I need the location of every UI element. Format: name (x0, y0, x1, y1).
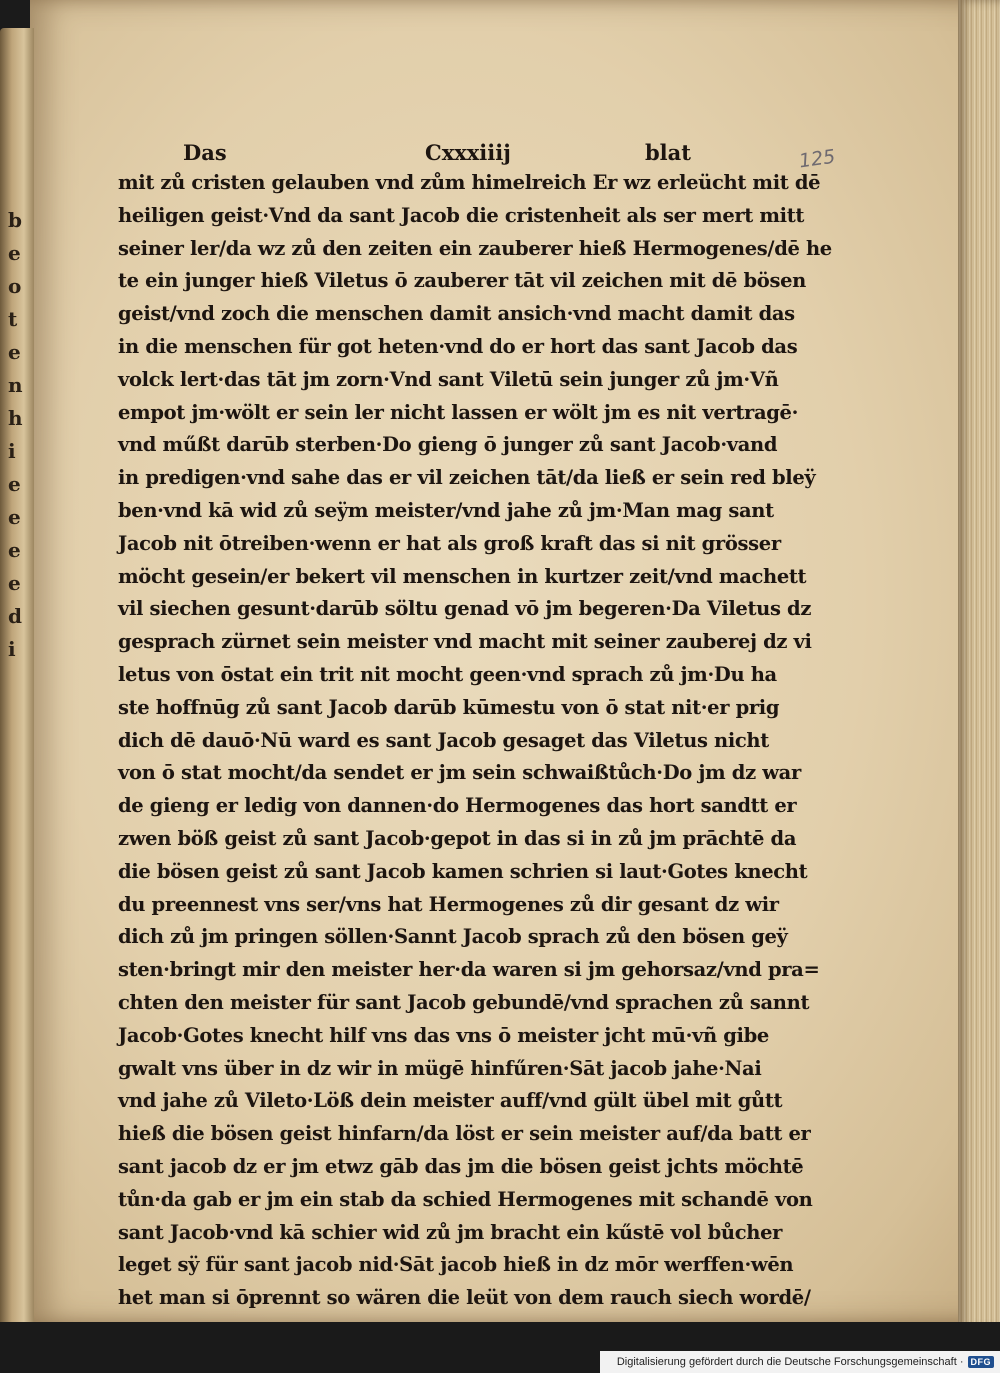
left-page-fragment: e (8, 538, 21, 562)
left-page-fragment: e (8, 340, 21, 364)
left-page-fragment: b (8, 208, 22, 232)
text-line: vnd műßt darūb sterben·Do gieng ō junger zů sant Jacob·vand (118, 433, 778, 457)
text-line: te ein junger hieß Viletus ō zauberer tāt vil zeichen mit dē bösen (118, 269, 806, 293)
text-line: mit zů cristen gelauben vnd zům himelreich Er wz erleücht mit dē (118, 171, 821, 194)
text-line: chten den meister für sant Jacob gebundē/vnd sprachen zů sannt (118, 990, 810, 1014)
left-page-fragment: e (8, 472, 21, 496)
text-line: zwen böß geist zů sant Jacob·gepot in das si in zů jm prāchtē da (118, 826, 797, 850)
left-page-fragment: e (8, 505, 21, 529)
left-page-fragment: h (8, 406, 23, 430)
bottom-strip (0, 1322, 1000, 1373)
page-edges (958, 0, 1000, 1330)
running-head-right: blat (645, 140, 691, 165)
folio-number: Cxxxiiij (425, 140, 511, 165)
dfg-credit-text: Digitalisierung gefördert durch die Deutsche Forschungsgemeinschaft · (616, 1356, 964, 1368)
text-line: dich zů jm pringen söllen·Sannt Jacob sprach zů den bösen geÿ (118, 925, 788, 949)
left-page-fragment: e (8, 571, 21, 595)
left-page-fragment: o (8, 274, 22, 298)
text-line: die bösen geist zů sant Jacob kamen schrien si laut·Gotes knecht (118, 859, 808, 883)
text-line: ben·vnd kā wid zů seÿm meister/vnd jahe zů jm·Man mag sant (118, 498, 774, 522)
text-line: hieß die bösen geist hinfarn/da löst er sein meister auf/da batt er (118, 1122, 811, 1146)
text-line: volck lert·das tāt jm zorn·Vnd sant Viletū sein junger zů jm·Vñ (118, 367, 779, 391)
text-block (118, 167, 832, 1348)
text-line: in predigen·vnd sahe das er vil zeichen tāt/da ließ er sein red bleÿ (118, 466, 816, 490)
text-line: sten·bringt mir den meister her·da waren si jm gehorsaz/vnd pra= (118, 958, 820, 982)
left-page-fragment: i (8, 637, 16, 661)
left-page-fragment: i (8, 439, 16, 463)
dfg-credit-bar (600, 1351, 1000, 1373)
text-line: Jacob nit ōtreiben·wenn er hat als groß kraft das si nit grösser (118, 531, 781, 555)
left-page-fragment: t (8, 307, 18, 331)
pencil-folio-note: 125 (797, 145, 837, 173)
text-line: du preennest vns ser/vns hat Hermogenes zů dir gesant dz wir (118, 892, 779, 916)
text-line: het man si ōprennt so wären die leüt von dem rauch siech wordē/ (118, 1286, 811, 1310)
text-line: sant Jacob·vnd kā schier wid zů jm bracht ein kűstē vol bůcher (118, 1220, 783, 1244)
text-line: dich dē dauō·Nū ward es sant Jacob gesaget das Viletus nicht (118, 728, 769, 752)
left-page-fragment: e (8, 241, 21, 265)
text-line: vnd jahe zů Vileto·Löß dein meister auff/vnd gült übel mit gůtt (118, 1089, 783, 1113)
text-line: seiner ler/da wz zů den zeiten ein zauberer hieß Hermogenes/dē he (118, 236, 832, 260)
left-page-fragment: n (8, 373, 23, 397)
dfg-logo: DFG (968, 1356, 995, 1368)
text-line: letus von ōstat ein trit nit mocht geen·vnd sprach zů jm·Du ha (118, 662, 777, 686)
running-head (183, 140, 708, 170)
text-line: von ō stat mocht/da sendet er jm sein schwaißtůch·Do jm dz war (118, 761, 801, 785)
left-page-margin (0, 28, 34, 1328)
text-line: gesprach zürnet sein meister vnd macht mit seiner zauberej dz vi (118, 630, 812, 654)
text-line: de gieng er ledig von dannen·do Hermogenes das hort sandtt er (118, 794, 797, 818)
text-line: in die menschen für got heten·vnd do er hort das sant Jacob das (118, 334, 798, 358)
text-line: ste hoffnūg zů sant Jacob darūb kūmestu von ō stat nit·er prig (118, 695, 780, 719)
left-page-fragment: d (8, 604, 22, 628)
text-line: sant jacob dz er jm etwz gāb das jm die bösen geist jchts möchtē (118, 1154, 804, 1178)
text-line: empot jm·wölt er sein ler nicht lassen er wölt jm es nit vertragē· (118, 400, 799, 424)
text-line: geist/vnd zoch die menschen damit ansich·vnd macht damit das (118, 302, 795, 326)
text-line: leget sÿ für sant jacob nid·Sāt jacob hieß in dz mōr werffen·wēn (118, 1253, 794, 1277)
text-line: gwalt vns über in dz wir in mügē hinfűren·Sāt jacob jahe·Nai (118, 1056, 762, 1080)
text-line: möcht gesein/er bekert vil menschen in kurtzer zeit/vnd machett (118, 564, 807, 588)
text-line: Jacob·Gotes knecht hilf vns das vns ō meister jcht mū·vñ gibe (118, 1023, 769, 1047)
text-line: vil siechen gesunt·darūb söltu genad vō jm begeren·Da Viletus dz (118, 597, 812, 621)
text-line: heiligen geist·Vnd da sant Jacob die cristenheit als ser mert mitt (118, 203, 805, 227)
running-head-left: Das (183, 140, 227, 165)
text-line: tůn·da gab er jm ein stab da schied Hermogenes mit schandē von (118, 1187, 813, 1211)
